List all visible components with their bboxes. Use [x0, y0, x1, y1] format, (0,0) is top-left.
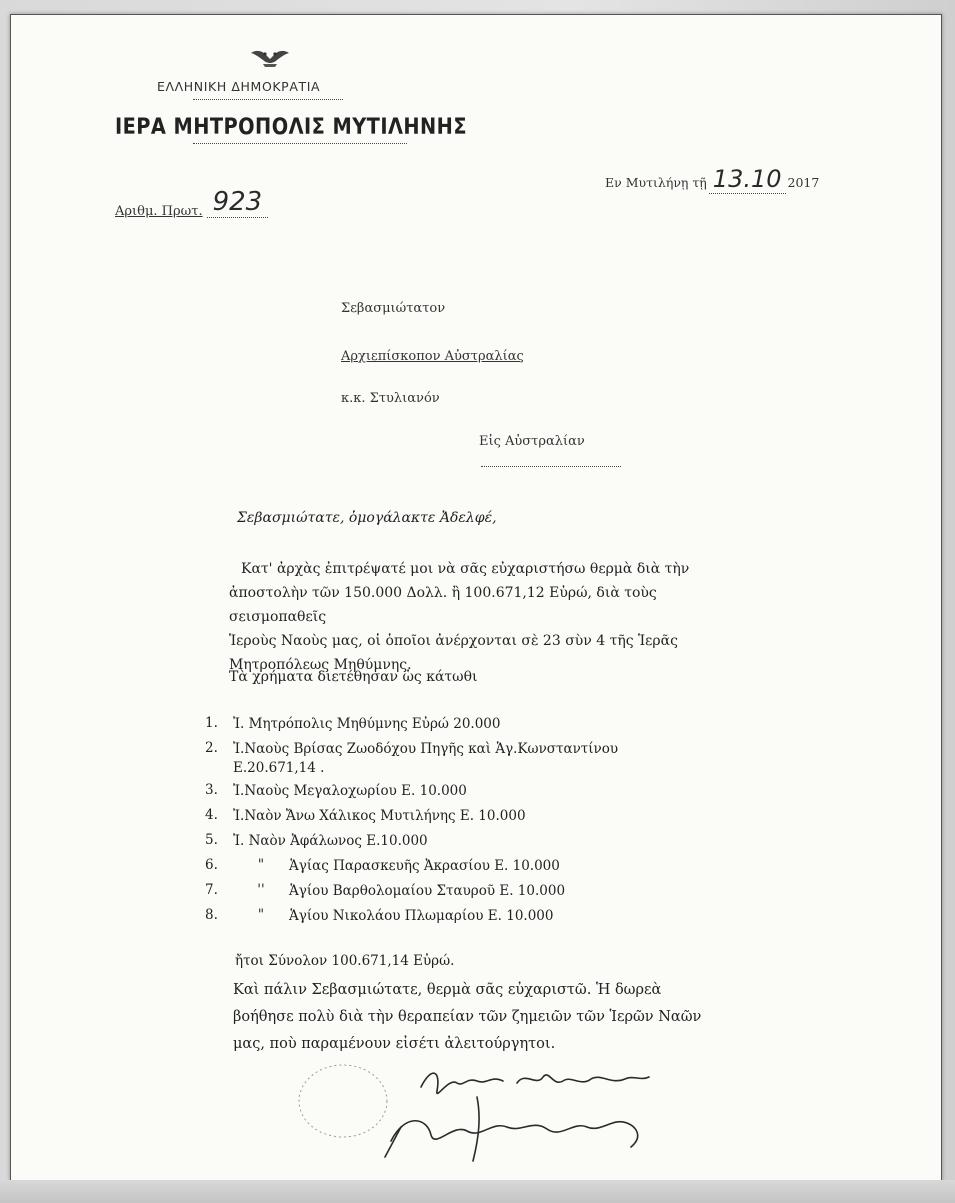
- date-line: [605, 165, 819, 194]
- closing-paragraph: [233, 977, 743, 1058]
- list-item: 6. " Ἁγίας Παρασκευῆς Ἀκρασίου Ε. 10.000: [205, 857, 560, 874]
- salutation: Σεβασμιώτατε, ὁμογάλακτε Ἀδελφέ,: [237, 510, 497, 526]
- closing-line: μας, ποὺ παραμένουν εἰσέτι ἀλειτούργητοι.: [233, 1036, 556, 1052]
- list-item: 2. Ἰ.Ναοὺς Βρίσας Ζωοδόχου Πηγῆς καὶ Ἁγ.Κωνσταντίνου Ε.20.671,14 .: [205, 740, 619, 776]
- paragraph-thanks: [229, 557, 749, 677]
- closing-line: βοήθησε πολὺ διὰ τὴν θεραπείαν τῶν ζημειῶν τῶν Ἱερῶν Ναῶν: [233, 1009, 702, 1025]
- letter-page: [10, 14, 942, 1181]
- list-item: 1. Ἰ. Μητρόπολις Μηθύμνης Εὐρώ 20.000: [205, 715, 501, 732]
- paragraph-line: Κατ' ἀρχὰς ἐπιτρέψατέ μοι νὰ σᾶς εὐχαριστήσω θερμὰ διὰ τὴν: [241, 561, 690, 577]
- paragraph-line: Μητροπόλεως Μηθύμνης.: [229, 657, 412, 673]
- date-prefix: Εν Μυτιλήνῃ τῇ: [605, 175, 707, 190]
- total-amount: ἤτοι Σύνολον 100.671,14 Εὐρώ.: [235, 953, 455, 969]
- recipient-line-2: Αρχιεπίσκοπον Αὐστραλίας: [341, 349, 524, 364]
- scan-edge: [0, 1180, 955, 1203]
- closing-line: Καὶ πάλιν Σεβασμιώτατε, θερμὰ σᾶς εὐχαριστῶ. Ἡ δωρεὰ: [233, 982, 662, 998]
- dotted-divider: [193, 99, 343, 100]
- distribution-list: [205, 715, 765, 932]
- dotted-divider: [481, 466, 621, 467]
- date-day-month: 13.10: [709, 165, 786, 194]
- protocol-number: 923: [207, 187, 269, 218]
- issuer-heading: ΙΕΡΑ ΜΗΤΡΟΠΟΛΙΣ ΜΥΤΙΛΗΝΗΣ: [115, 115, 467, 140]
- list-item: 3. Ἰ.Ναοὺς Μεγαλοχωρίου Ε. 10.000: [205, 782, 467, 799]
- protocol-number-line: [115, 187, 268, 219]
- protocol-label: Αριθμ. Πρωτ.: [115, 204, 203, 219]
- list-item: 8. " Ἁγίου Νικολάου Πλωμαρίου Ε. 10.000: [205, 907, 554, 924]
- country-heading: ΕΛΛΗΝΙΚΗ ΔΗΜΟΚΡΑΤΙΑ: [157, 79, 321, 94]
- list-item: 7. '' Ἁγίου Βαρθολομαίου Σταυροῦ Ε. 10.000: [205, 882, 566, 899]
- paragraph-line: ἀποστολὴν τῶν 150.000 Δολλ. ἢ 100.671,12 Εὐρώ, διὰ τοὺς σεισμοπαθεῖς: [229, 585, 657, 625]
- handwritten-signature: [281, 1057, 731, 1177]
- distribution-intro: Τὰ χρήματα διετέθησαν ὡς κάτωθι: [229, 669, 478, 685]
- date-year: 2017: [787, 175, 820, 190]
- recipient-line-1: Σεβασμιώτατον: [341, 301, 446, 316]
- recipient-line-4: Εἰς Αὐστραλίαν: [479, 434, 585, 449]
- list-item: 4. Ἰ.Ναὸν Ἄνω Χάλικος Μυτιλήνης Ε. 10.000: [205, 807, 526, 824]
- recipient-line-3: κ.κ. Στυλιανόν: [341, 391, 440, 406]
- paragraph-line: Ἱεροὺς Ναοὺς μας, οἱ ὁποῖοι ἀνέρχονται σὲ 23 σὺν 4 τῆς Ἱερᾶς: [229, 633, 678, 649]
- dotted-divider: [193, 143, 407, 144]
- byzantine-eagle-crest-icon: [247, 47, 293, 69]
- list-item: 5. Ἰ. Ναὸν Ἀφάλωνος Ε.10.000: [205, 832, 428, 849]
